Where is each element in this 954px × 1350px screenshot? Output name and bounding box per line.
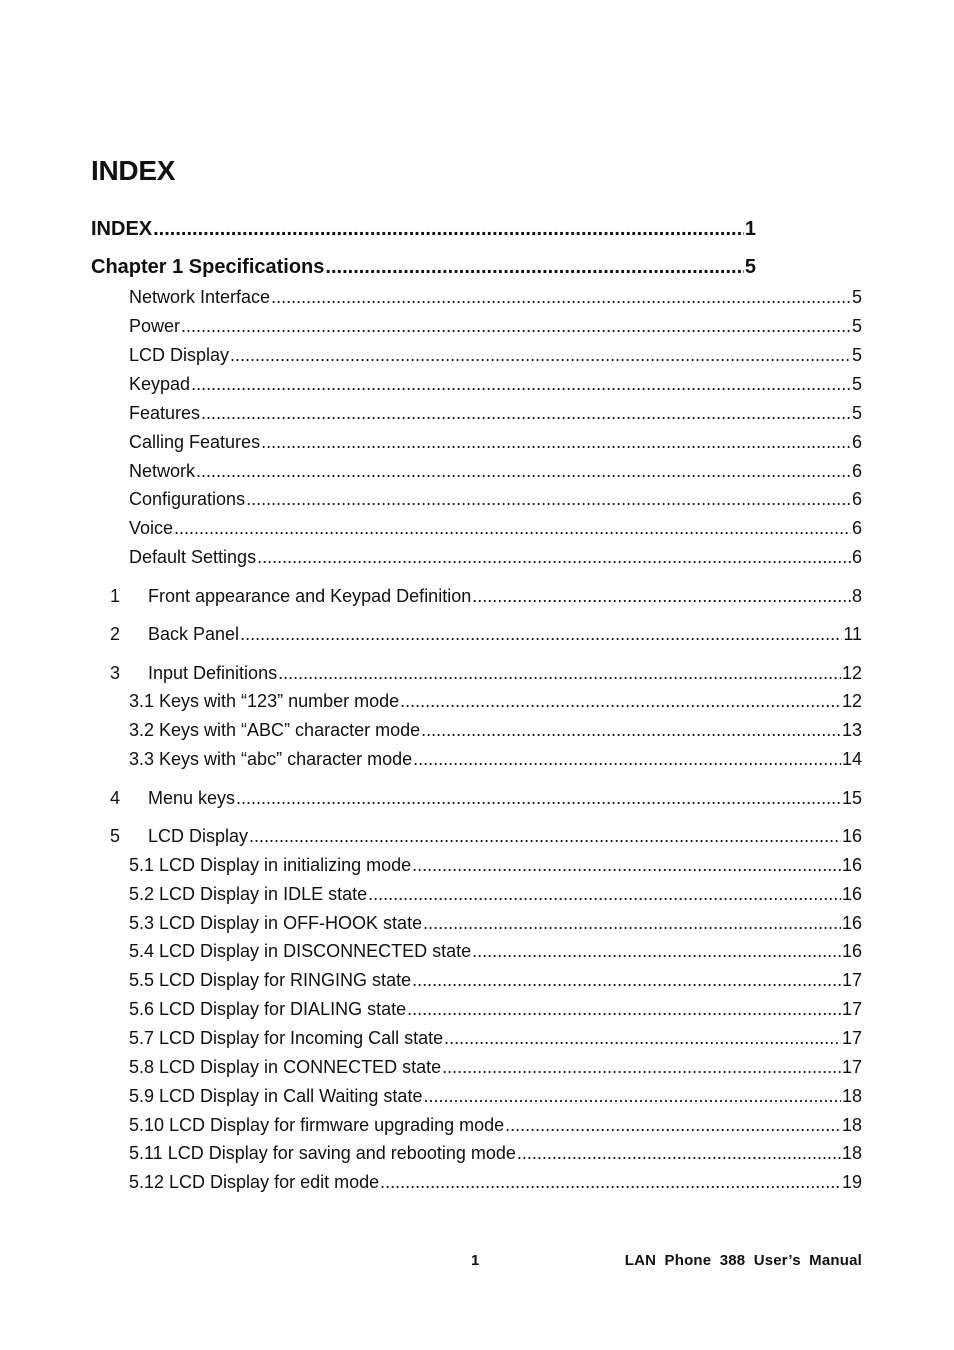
toc-entry-label: 5.9 LCD Display in Call Waiting state [129, 1086, 423, 1106]
toc-entry-chapter-1[interactable] [91, 256, 756, 279]
toc-leader-dots [230, 345, 851, 366]
toc-entry-number: 2 [110, 624, 121, 644]
toc-entry-label: 5.7 LCD Display for Incoming Call state [129, 1028, 444, 1048]
toc-entry-label: INDEX [91, 218, 153, 240]
toc-entry-label: LCD Display [129, 345, 230, 365]
toc-leader-dots [442, 1057, 841, 1078]
toc-entry-page: 18 [841, 1143, 862, 1163]
toc-entry-page: 6 [851, 547, 862, 567]
toc-entry-label: Input Definitions [148, 663, 278, 683]
toc-entry-page: 15 [841, 788, 862, 808]
toc-entry[interactable] [129, 999, 862, 1020]
toc-entry-page: 19 [841, 1172, 862, 1192]
toc-entry[interactable] [129, 1172, 862, 1193]
toc-leader-dots [444, 1028, 841, 1049]
toc-leader-dots [517, 1143, 841, 1164]
toc-leader-dots [240, 624, 842, 645]
toc-entry-index[interactable] [91, 218, 756, 241]
toc-entry-label: 5.10 LCD Display for firmware upgrading mode [129, 1115, 505, 1135]
toc-entry-label: 5.2 LCD Display in IDLE state [129, 884, 368, 904]
toc-entry[interactable] [129, 1115, 862, 1136]
toc-entry-page: 11 [843, 624, 862, 644]
toc-entry-page: 6 [851, 489, 862, 509]
toc-entry-page: 17 [841, 1057, 862, 1077]
toc-entry[interactable] [129, 489, 862, 510]
toc-entry[interactable] [129, 403, 862, 424]
toc-entry-page: 16 [841, 941, 862, 961]
toc-leader-dots [505, 1115, 841, 1136]
toc-entry-page: 16 [841, 855, 862, 875]
toc-entry-page: 18 [841, 1086, 862, 1106]
toc-leader-dots [400, 691, 841, 712]
toc-entry-page: 17 [841, 999, 862, 1019]
toc-entry-page: 12 [841, 663, 862, 683]
toc-entry-page: 6 [851, 518, 862, 538]
toc-entry-section-4[interactable] [110, 788, 862, 809]
toc-entry-label: Voice [129, 518, 174, 538]
toc-entry-label: Keypad [129, 374, 191, 394]
toc-entry-page: 1 [744, 218, 756, 240]
toc-leader-dots [153, 218, 744, 241]
toc-entry-label: 5.12 LCD Display for edit mode [129, 1172, 380, 1192]
toc-leader-dots [257, 547, 851, 568]
toc-entry-label: 5.3 LCD Display in OFF-HOOK state [129, 913, 423, 933]
page-title: INDEX [91, 155, 176, 186]
toc-entry[interactable] [129, 749, 862, 770]
toc-entry-label: Front appearance and Keypad Definition [148, 586, 472, 606]
toc-leader-dots [423, 1086, 841, 1107]
toc-entry-page: 5 [851, 403, 862, 423]
toc-entry[interactable] [129, 884, 862, 905]
toc-entry[interactable] [129, 1028, 862, 1049]
toc-leader-dots [421, 720, 841, 741]
toc-entry-label: Network [129, 461, 196, 481]
toc-entry-page: 5 [851, 345, 862, 365]
toc-entry-section-3[interactable] [110, 663, 862, 684]
toc-entry[interactable] [129, 1143, 862, 1164]
toc-leader-dots [412, 855, 841, 876]
toc-entry-label: 3.2 Keys with “ABC” character mode [129, 720, 421, 740]
toc-entry-label: 5.8 LCD Display in CONNECTED state [129, 1057, 442, 1077]
toc-entry[interactable] [129, 720, 862, 741]
footer-page-number: 1 [471, 1252, 480, 1269]
toc-leader-dots [472, 941, 841, 962]
toc-entry-number: 1 [110, 586, 121, 606]
toc-entry[interactable] [129, 855, 862, 876]
toc-leader-dots [325, 256, 743, 279]
toc-leader-dots [368, 884, 841, 905]
toc-entry-label: Chapter 1 Specifications [91, 256, 325, 278]
toc-entry-section-2[interactable] [110, 624, 862, 645]
toc-entry-label: 3.1 Keys with “123” number mode [129, 691, 400, 711]
toc-entry[interactable] [129, 970, 862, 991]
toc-entry-page: 6 [851, 432, 862, 452]
toc-entry-page: 13 [841, 720, 862, 740]
toc-entry-page: 5 [851, 287, 862, 307]
toc-leader-dots [380, 1172, 841, 1193]
toc-entry[interactable] [129, 518, 862, 539]
toc-leader-dots [249, 826, 841, 847]
footer-manual-title: LAN Phone 388 User’s Manual [624, 1252, 862, 1269]
toc-entry[interactable] [129, 345, 862, 366]
toc-entry-page: 16 [841, 913, 862, 933]
toc-leader-dots [271, 287, 851, 308]
toc-leader-dots [412, 970, 841, 991]
toc-leader-dots [191, 374, 851, 395]
toc-entry-label: Default Settings [129, 547, 257, 567]
toc-entry[interactable] [129, 1086, 862, 1107]
toc-entry-page: 18 [841, 1115, 862, 1135]
toc-entry[interactable] [129, 941, 862, 962]
toc-leader-dots [261, 432, 851, 453]
toc-entry-label: Back Panel [148, 624, 240, 644]
toc-entry-label: 5.5 LCD Display for RINGING state [129, 970, 412, 990]
toc-entry-page: 17 [841, 1028, 862, 1048]
toc-entry[interactable] [129, 461, 862, 482]
toc-entry[interactable] [129, 432, 862, 453]
toc-entry[interactable] [129, 287, 862, 308]
toc-entry-page: 5 [744, 256, 756, 278]
toc-entry-page: 16 [841, 884, 862, 904]
toc-entry-label: Power [129, 316, 181, 336]
toc-entry-label: Calling Features [129, 432, 261, 452]
toc-entry-label: Configurations [129, 489, 246, 509]
toc-entry-label: Features [129, 403, 201, 423]
toc-entry-section-1[interactable] [110, 586, 862, 607]
toc-entry[interactable] [129, 547, 862, 568]
toc-leader-dots [236, 788, 841, 809]
toc-entry-label: 3.3 Keys with “abc” character mode [129, 749, 413, 769]
toc-entry-section-5[interactable] [110, 826, 862, 847]
toc-leader-dots [246, 489, 851, 510]
toc-entry-number: 4 [110, 788, 121, 808]
toc-entry-page: 6 [851, 461, 862, 481]
toc-leader-dots [196, 461, 851, 482]
toc-entry[interactable] [129, 913, 862, 934]
toc-entry-label: LCD Display [148, 826, 249, 846]
toc-entry-page: 16 [841, 826, 862, 846]
toc-entry-page: 17 [841, 970, 862, 990]
toc-entry-number: 5 [110, 826, 121, 846]
toc-leader-dots [423, 913, 841, 934]
toc-entry-page: 12 [841, 691, 862, 711]
toc-entry[interactable] [129, 316, 862, 337]
toc-entry-page: 8 [851, 586, 862, 606]
toc-leader-dots [472, 586, 851, 607]
toc-entry-label: Network Interface [129, 287, 271, 307]
toc-entry-number: 3 [110, 663, 121, 683]
toc-entry-label: 5.6 LCD Display for DIALING state [129, 999, 407, 1019]
toc-leader-dots [407, 999, 841, 1020]
toc-entry-label: 5.11 LCD Display for saving and rebooting mode [129, 1143, 516, 1163]
toc-leader-dots [174, 518, 851, 539]
toc-entry-page: 5 [851, 374, 862, 394]
toc-leader-dots [181, 316, 851, 337]
toc-entry-page: 5 [851, 316, 862, 336]
toc-entry-label: 5.4 LCD Display in DISCONNECTED state [129, 941, 472, 961]
toc-entry[interactable] [129, 374, 862, 395]
toc-leader-dots [413, 749, 841, 770]
toc-entry[interactable] [129, 1057, 862, 1078]
toc-entry[interactable] [129, 691, 862, 712]
toc-entry-page: 14 [841, 749, 862, 769]
toc-leader-dots [201, 403, 851, 424]
toc-entry-label: Menu keys [148, 788, 236, 808]
toc-entry-label: 5.1 LCD Display in initializing mode [129, 855, 412, 875]
toc-leader-dots [278, 663, 841, 684]
